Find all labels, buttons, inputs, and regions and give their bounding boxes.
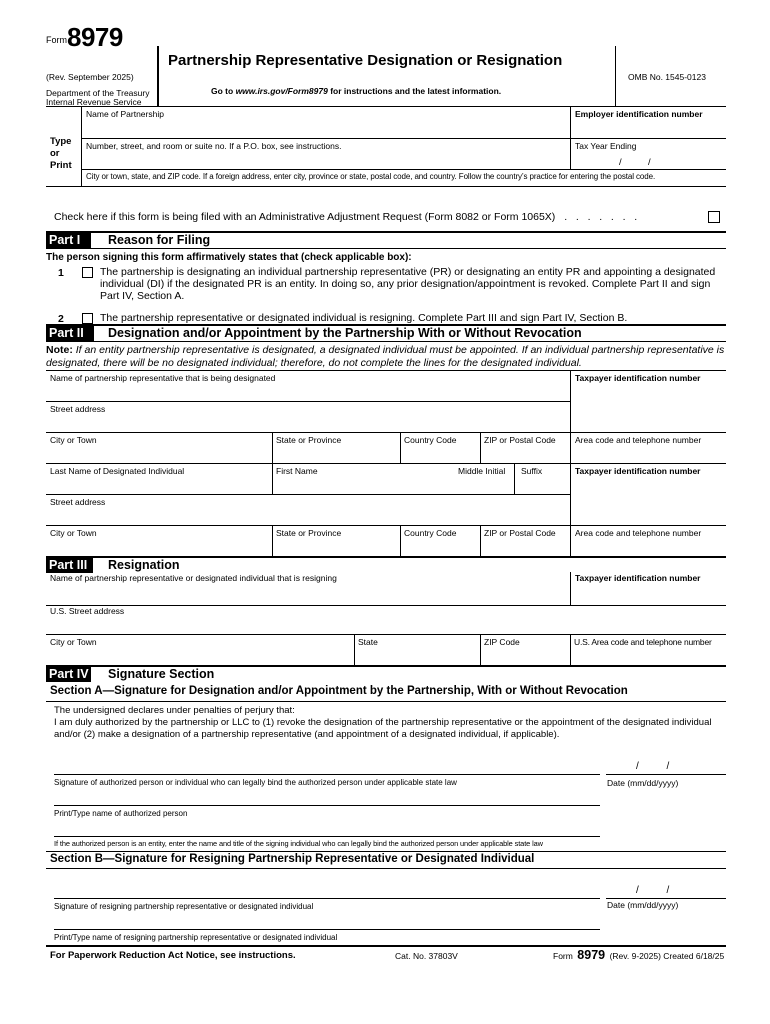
resigning-name-label: Name of partnership representative or designated individual that is resigning — [50, 573, 337, 583]
di-tin-label: Taxpayer identification number — [575, 466, 701, 476]
resigning-state-label: State — [358, 637, 378, 647]
department-line-2: Internal Revenue Service — [46, 97, 142, 107]
section-a-print-name-field[interactable] — [54, 791, 600, 805]
footer-form-id — [553, 946, 724, 964]
resigning-state-field[interactable] — [355, 635, 480, 665]
aar-dots: . . . . . . . — [564, 211, 638, 223]
pr-country-field[interactable] — [401, 433, 480, 463]
section-b-title-rule — [46, 868, 726, 869]
resigning-street-label: U.S. Street address — [50, 606, 125, 616]
section-a-date-slashes: / / — [636, 761, 670, 772]
resigning-tin-field[interactable] — [571, 573, 726, 605]
section-b-date-slashes: / / — [636, 885, 670, 896]
di-country-field[interactable] — [401, 526, 480, 556]
resigning-phone-field[interactable] — [571, 635, 726, 665]
form-title: Partnership Representative Designation or Resignation — [168, 52, 563, 69]
note-label: Note: — [46, 344, 73, 356]
section-a-signature-line — [54, 774, 600, 775]
part1-intro: The person signing this form affirmatively states that (check applicable box): — [46, 252, 412, 263]
section-a-print-name-line-top — [54, 805, 600, 806]
section-b-signature-line — [54, 898, 600, 899]
perjury-line-1: The undersigned declares under penalties of perjury that: — [54, 705, 295, 716]
form-number: 8979 — [67, 22, 123, 52]
di-zip-field[interactable] — [481, 526, 570, 556]
pr-zip-field[interactable] — [481, 433, 570, 463]
pr-city-field[interactable] — [46, 433, 272, 463]
part2-note — [46, 344, 726, 369]
instructions-url: www.irs.gov/Form8979 — [235, 86, 328, 96]
resigning-city-field[interactable] — [46, 635, 354, 665]
item2-checkbox[interactable] — [82, 313, 93, 324]
header-divider-left — [157, 46, 159, 106]
resigning-tin-label: Taxpayer identification number — [575, 573, 701, 583]
street-address-label: Number, street, and room or suite no. If a P.O. box, see instructions. — [86, 141, 342, 151]
section-b-title: Section B—Signature for Resigning Partnership Representative or Designated Individual — [50, 853, 535, 865]
ein-label: Employer identification number — [575, 109, 703, 119]
pr-tin-field[interactable] — [571, 371, 726, 401]
identity-bottom-rule — [46, 186, 726, 187]
section-a-entity-label: If the authorized person is an entity, enter the name and title of the signing individual who can legally bind the authorized person under applicable state law — [54, 839, 543, 848]
ein-field[interactable] — [571, 107, 726, 138]
section-b-date-field[interactable] — [606, 878, 726, 898]
partnership-name-label: Name of Partnership — [86, 109, 164, 119]
note-text: If an entity partnership representative is designated, a designated individual must be appointed. If an individual partnership representative is designated, there will be no designated individual; therefore, do not complete the lines for the designated individual. — [46, 344, 725, 369]
part2-label: Part II — [46, 326, 94, 341]
di-phone-label: Area code and telephone number — [575, 528, 702, 538]
section-b-print-name-label: Print/Type name of resigning partnership representative or designated individual — [54, 933, 338, 942]
section-a-date-label: Date (mm/dd/yyyy) — [607, 778, 679, 788]
section-b-date-line — [606, 898, 726, 899]
perjury-line-2: I am duly authorized by the partnership or LLC to (1) revoke the designation of the partnership representative or the appointment of the designated individual and/or (2) make a designation of a partnership representative (and appointment of a designated individual, if applicable). — [54, 717, 712, 740]
pr-country-label: Country Code — [404, 435, 457, 445]
section-a-signature-field[interactable] — [54, 752, 600, 774]
section-b-signature-label: Signature of resigning partnership representative or designated individual — [54, 902, 314, 911]
di-middle-initial-label: Middle Initial — [458, 466, 506, 476]
pr-street-label: Street address — [50, 404, 106, 414]
resigning-zip-label: ZIP Code — [484, 637, 520, 647]
section-b-print-name-field[interactable] — [54, 915, 600, 929]
di-middle-initial-field[interactable] — [456, 464, 514, 494]
partnership-name-field[interactable] — [82, 107, 570, 138]
item2-text: The partnership representative or designated individual is resigning. Complete Part III and sign Part IV, Section B. — [100, 312, 628, 324]
di-first-name-field[interactable] — [273, 464, 456, 494]
pr-state-label: State or Province — [276, 435, 342, 445]
di-city-label: City or Town — [50, 528, 97, 538]
part4-label: Part IV — [46, 667, 91, 682]
footer-form-number: 8979 — [577, 948, 606, 962]
part4-title: Signature Section — [108, 667, 215, 681]
aar-text: Check here if this form is being filed with an Administrative Adjustment Request (Form 8082 or Form 1065X) — [54, 211, 556, 223]
pr-phone-label: Area code and telephone number — [575, 435, 702, 445]
resigning-phone-label: U.S. Area code and telephone number — [574, 637, 712, 647]
di-first-name-label: First Name — [276, 466, 318, 476]
instructions-line: Go to www.irs.gov/Form8979 for instructions and the latest information. — [211, 86, 502, 96]
part1-title-rule — [46, 248, 726, 249]
header-divider-right — [615, 46, 616, 106]
footer-form-word: Form — [553, 951, 573, 961]
section-b-print-name-line — [54, 929, 600, 930]
di-tin-field[interactable] — [571, 464, 726, 494]
di-suffix-label: Suffix — [521, 466, 543, 476]
department-line-1: Department of the Treasury — [46, 88, 150, 98]
pr-phone-field[interactable] — [571, 433, 726, 463]
pr-street-field[interactable] — [46, 402, 570, 432]
city-state-zip-field[interactable] — [82, 170, 726, 186]
pr-state-field[interactable] — [273, 433, 400, 463]
section-a-entity-line — [54, 836, 600, 837]
section-a-title-rule — [46, 701, 726, 702]
item2-number: 2 — [58, 313, 64, 325]
part1-title: Reason for Filing — [108, 233, 211, 247]
di-street-label: Street address — [50, 497, 106, 507]
catalog-number: Cat. No. 37803V — [395, 951, 458, 961]
aar-statement — [54, 211, 637, 223]
di-last-name-label: Last Name of Designated Individual — [50, 466, 185, 476]
resigning-city-label: City or Town — [50, 637, 97, 647]
footer-revision: (Rev. 9-2025) Created 6/18/25 — [609, 951, 725, 961]
section-a-signature-label: Signature of authorized person or individual who can legally bind the authorized person under applicable state law — [54, 778, 457, 787]
revision-date: (Rev. September 2025) — [46, 72, 134, 82]
pr-name-field[interactable] — [46, 371, 570, 401]
tax-year-ending-field[interactable] — [571, 139, 726, 169]
part3-label: Part III — [46, 558, 93, 573]
di-country-label: Country Code — [404, 528, 457, 538]
part1-label: Part I — [46, 233, 91, 248]
item1-number: 1 — [58, 267, 64, 279]
part2-title-rule — [46, 341, 726, 342]
di-city-field[interactable] — [46, 526, 272, 556]
di-state-field[interactable] — [273, 526, 400, 556]
di-state-label: State or Province — [276, 528, 342, 538]
di-suffix-field[interactable] — [515, 464, 570, 494]
di-last-name-field[interactable] — [46, 464, 272, 494]
part3-title: Resignation — [108, 558, 180, 572]
form-word: Form — [46, 35, 67, 45]
di-zip-label: ZIP or Postal Code — [484, 528, 556, 538]
di-phone-field[interactable] — [571, 526, 726, 556]
section-a-print-name-label: Print/Type name of authorized person — [54, 809, 188, 818]
section-b-top-rule — [46, 851, 726, 852]
pr-zip-label: ZIP or Postal Code — [484, 435, 556, 445]
city-state-zip-label: City or town, state, and ZIP code. If a foreign address, enter city, province or state, postal code, and country. Follow the country’s practice for entering the postal code. — [86, 172, 656, 181]
pr-name-label: Name of partnership representative that is being designated — [50, 373, 276, 383]
street-address-field[interactable] — [82, 139, 570, 169]
di-street-field[interactable] — [46, 495, 570, 525]
section-a-title: Section A—Signature for Designation and/or Appointment by the Partnership, With or Without Revocation — [50, 685, 628, 697]
paperwork-notice: For Paperwork Reduction Act Notice, see instructions. — [50, 950, 296, 961]
resigning-street-field[interactable] — [46, 606, 726, 634]
resigning-name-field[interactable] — [46, 573, 570, 605]
tax-year-date-slashes: / / — [619, 157, 651, 168]
aar-checkbox[interactable] — [708, 211, 720, 223]
tax-year-ending-label: Tax Year Ending — [575, 141, 637, 151]
section-a-entity-field[interactable] — [54, 822, 600, 836]
part2-title: Designation and/or Appointment by the Partnership With or Without Revocation — [108, 326, 582, 340]
section-b-date-label: Date (mm/dd/yyyy) — [607, 900, 679, 910]
section-a-date-line — [606, 774, 726, 775]
item1-text: The partnership is designating an individual partnership representative (PR) or designating an entity PR and appointing a designated individual (DI) if the designated PR is an entity. In doing so, any prior designation/appointment is revoked. Complete Part II and sign Part IV, Section A. — [100, 266, 716, 302]
pr-city-label: City or Town — [50, 435, 97, 445]
section-a-date-field[interactable] — [606, 752, 726, 774]
section-b-signature-field[interactable] — [54, 878, 600, 898]
resigning-zip-field[interactable] — [481, 635, 570, 665]
item1-checkbox[interactable] — [82, 267, 93, 278]
omb-number: OMB No. 1545-0123 — [628, 72, 706, 82]
pr-tin-label: Taxpayer identification number — [575, 373, 701, 383]
